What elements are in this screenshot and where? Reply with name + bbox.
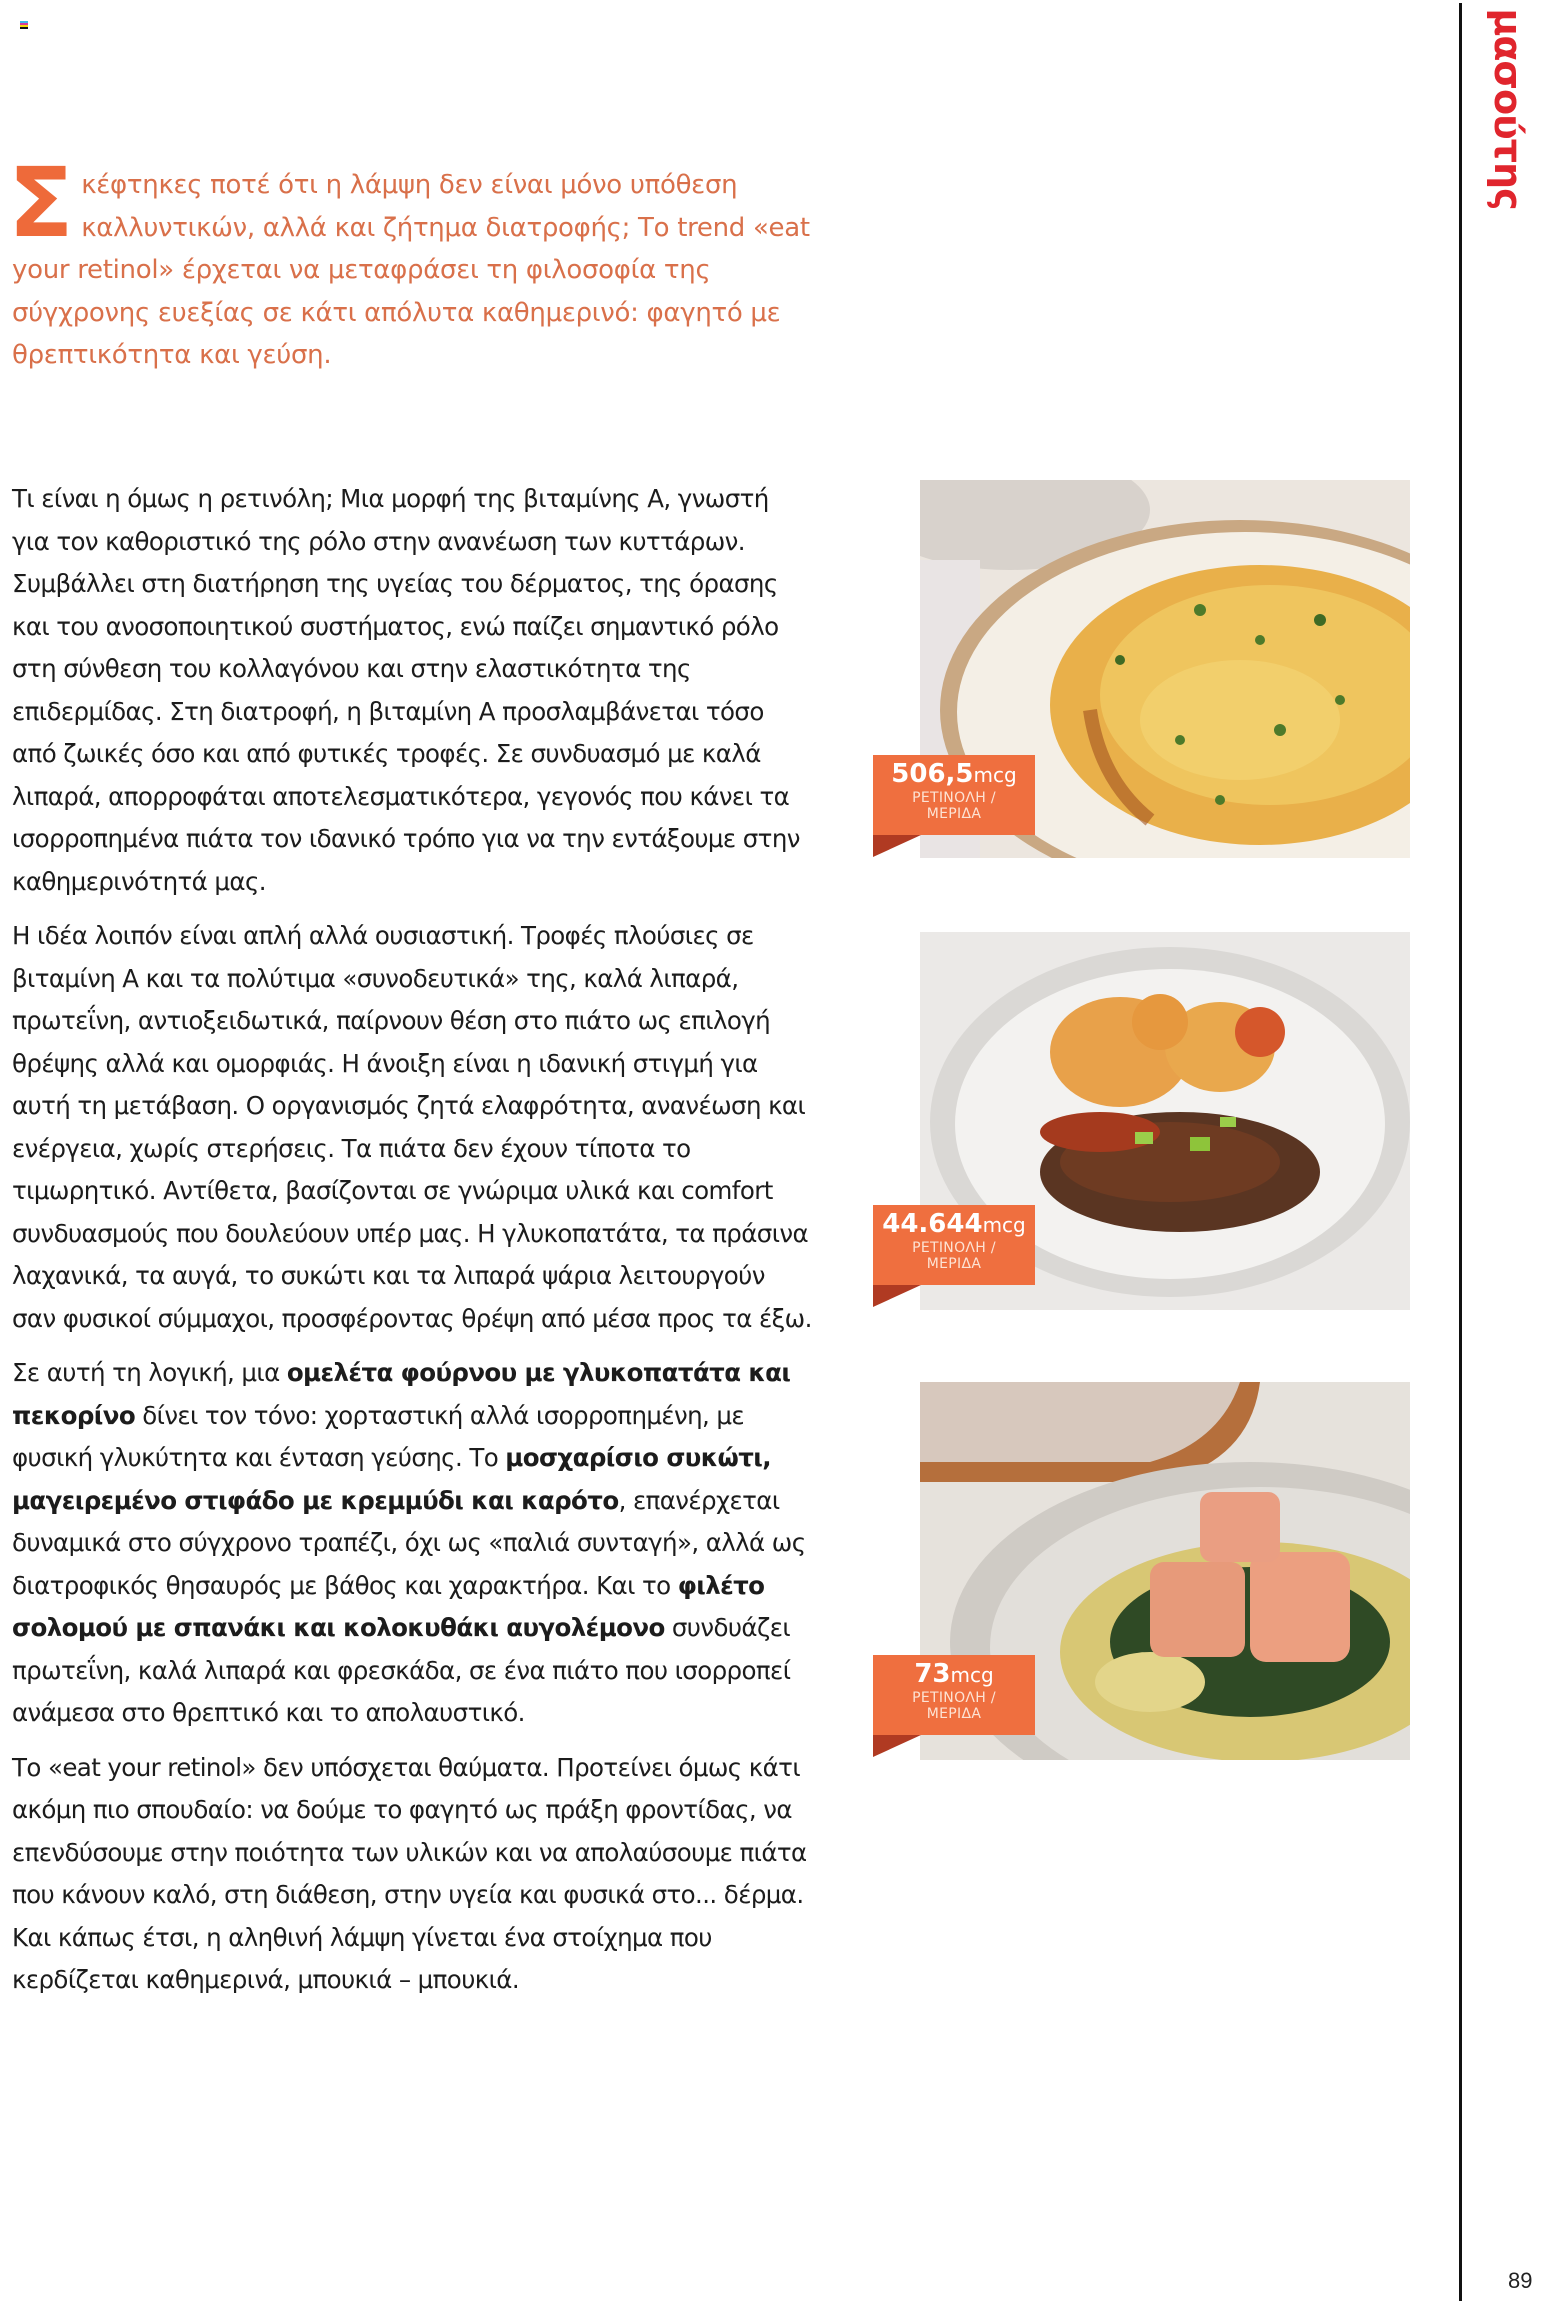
text-run: , επανέρχεται δυναμικά στο σύγχρονο τραπέζι, όχι ως «παλιά συνταγή», αλλά ως διατροφικός θησαυρός με βάθος και χαρακτήρα. Και το <box>12 1485 806 1600</box>
text-run: Σε αυτή τη λογική, μια <box>12 1358 287 1387</box>
retinol-value: 506,5 <box>891 759 974 789</box>
portion-label: ΜΕΡΙΔΑ <box>926 1256 982 1272</box>
intro-paragraph <box>8 147 812 377</box>
dish-name-liver: μοσχαρίσιο συκώτι, μαγειρεμένο στιφάδο με κρεμμύδι και καρότο <box>12 1443 771 1515</box>
retinol-label: ΡΕΤΙΝΟΛΗ / <box>912 1690 996 1706</box>
dish-name-omelette: ομελέτα φούρνου με γλυκοπατάτα και πεκορίνο <box>12 1358 791 1430</box>
intro-text: κέφτηκες ποτέ ότι η λάμψη δεν είναι μόνο υπόθεση καλλυντικών, αλλά και ζήτημα διατροφής; Το trend «eat your retinol» έρχεται να μεταφράσει τη φιλοσοφία της σύγχρονης ευεξίας σε κάτι απόλυτα καθημερινό: φαγητό με θρεπτικότητα και γεύση. <box>12 170 810 370</box>
retinol-badge-omelette <box>873 755 1035 835</box>
retinol-value: 73 <box>914 1659 951 1689</box>
retinol-unit: mcg <box>973 763 1017 787</box>
margin-divider-line <box>1459 3 1462 2301</box>
dish-name-salmon: φιλέτο σολομού με σπανάκι και κολοκυθάκι αυγολέμονο <box>12 1570 765 1642</box>
body-paragraph-4: Το «eat your retinol» δεν υπόσχεται θαύματα. Προτείνει όμως κάτι ακόμη πιο σπουδαίο: να δούμε το φαγητό ως πράξη φροντίδας, να επενδύσουμε στην ποιότητα των υλικών και να απολαύσουμε πιάτα που κάνουν καλό, στη διάθεση, στην υγεία και φυσικά στο... δέρμα. Και κάπως έτσι, η αληθινή λάμψη γίνεται ένα στοίχημα που κερδίζεται καθημερινά, μπουκιά – μπουκιά. <box>12 1752 807 1994</box>
portion-label: ΜΕΡΙΔΑ <box>926 806 982 822</box>
body-paragraph-3 <box>12 1352 812 1735</box>
retinol-unit: mcg <box>950 1663 994 1687</box>
body-paragraph-1: Τι είναι η όμως η ρετινόλη; Μια μορφή της βιταμίνης Α, γνωστή για τον καθοριστικό της ρόλο στην ανανέωση των κυττάρων. Συμβάλλει στη διατήρηση της υγείας του δέρματος, της όρασης και του ανοσοποιητικού συστήματος, ενώ παίζει σημαντικό ρόλο στη σύνθεση του κολλαγόνου και στην ελαστικότητα της επιδερμίδας. Στη διατροφή, η βιταμίνη Α προσλαμβάνεται τόσο από ζωικές όσο και από φυτικές τροφές. Σε συνδυασμό με καλά λιπαρά, απορροφάται αποτελεσματικότερα, γεγονός που κάνει τα ισορροπημένα πιάτα τον ιδανικό τρόπο για να την εντάξουμε στην καθημερινότητά μας. <box>12 484 800 896</box>
body-paragraph-2: Η ιδέα λοιπόν είναι απλή αλλά ουσιαστική. Τροφές πλούσιες σε βιταμίνη Α και τα πολύτιμα «συνοδευτικά» της, καλά λιπαρά, πρωτεΐνη, αντιοξειδωτικά, παίρνουν θέση στο πιάτο ως επιλογή θρέψης αλλά και ομορφιάς. Η άνοιξη είναι η ιδανική στιγμή για αυτή τη μετάβαση. Ο οργανισμός ζητά ελαφρότητα, ανανέωση και ενέργεια, χωρίς στερήσεις. Τα πιάτα δεν έχουν τίποτα το τιμωρητικό. Αντίθετα, βασίζονται σε γνώριμα υλικά και comfort συνδυασμούς που δουλεύουν υπέρ μας. Η γλυκοπατάτα, τα πράσινα λαχανικά, τα αυγά, το συκώτι και τα λιπαρά ψάρια λειτουργούν σαν φυσικοί σύμμαχοι, προσφέροντας θρέψη από μέσα προς τα έξω. <box>12 921 812 1333</box>
portion-label: ΜΕΡΙΔΑ <box>926 1706 982 1722</box>
drop-cap: Σ <box>8 147 74 259</box>
retinol-unit: mcg <box>982 1213 1026 1237</box>
brand-logo-text: μασούτης <box>1486 8 1530 210</box>
text-run: δίνει τον τόνο: χορταστική αλλά ισορροπημένη, με φυσική γλυκύτητα και ένταση γεύσης. Το <box>12 1400 745 1472</box>
page-number: 89 <box>1508 2268 1533 2293</box>
retinol-badge-salmon <box>873 1655 1035 1735</box>
text-run: συνδυάζει πρωτεΐνη, καλά λιπαρά και φρεσκάδα, σε ένα πιάτο που ισορροπεί ανάμεσα στο θρεπτικό και το απολαυστικό. <box>12 1613 791 1727</box>
retinol-label: ΡΕΤΙΝΟΛΗ / <box>912 1240 996 1256</box>
retinol-label: ΡΕΤΙΝΟΛΗ / <box>912 790 996 806</box>
retinol-value: 44.644 <box>882 1209 983 1239</box>
article-body <box>12 478 812 2014</box>
retinol-badge-liver <box>873 1205 1035 1285</box>
print-registration-mark <box>20 21 28 29</box>
brand-logo <box>1478 4 1538 214</box>
